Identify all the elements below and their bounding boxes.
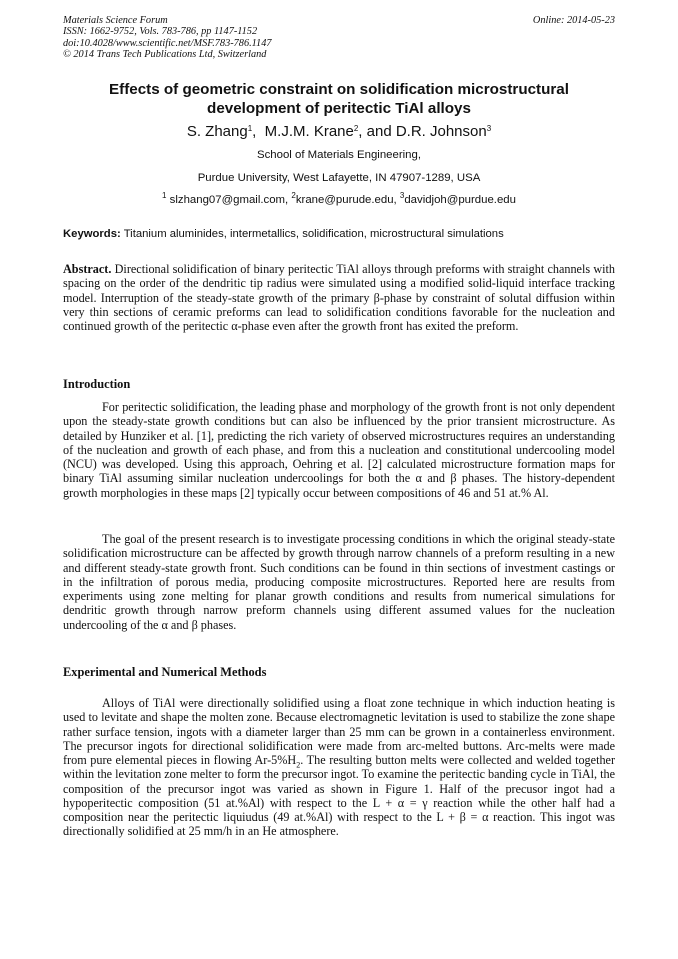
keywords-label: Keywords:	[63, 228, 121, 240]
methods-text-b: . The resulting button melts were collected and welded together within the levitation zone melter to form the precursor ingot. To examine the peritectic banding cycle in TiAl, the composition of the precursor ingot was varied as shown in Figure 1. Half of the precusor ingot had a hypoperitectic composition (51 at.%Al) with respect to the L + α = γ reaction while the other half had a composition near the peritectic liquiudus (49 at.%Al) with respect to the L + β = α reaction. This ingot was directionally solidified at 25 mm/h in an He atmosphere.	[63, 753, 616, 839]
author-list	[63, 122, 615, 142]
issn-line: ISSN: 1662-9752, Vols. 783-786, pp 1147-1152	[63, 26, 258, 38]
hydrogen-subscript: 2	[296, 760, 301, 770]
methods-heading: Experimental and Numerical Methods	[63, 665, 267, 679]
keywords	[63, 227, 615, 241]
author-2-mark: 2	[353, 124, 359, 133]
author-3: D.R. Johnson	[395, 123, 487, 140]
author-2: M.J.M. Krane	[264, 123, 354, 140]
keywords-text: Titanium aluminides, intermetallics, solidification, microstructural simulations	[120, 228, 504, 240]
author-separator-1: ,	[252, 123, 265, 140]
paper-title	[63, 80, 615, 118]
email-3: davidjoh@purdue.edu	[404, 194, 516, 206]
introduction-paragraph-2: The goal of the present research is to investigate processing conditions in which the original steady-state solidification microstructure can be affected by growth through narrow channels of a preform resulting in a new and different steady-state growth front. Such conditions can be found in thin sections of investment castings or in the infiltration of porous media, producing composite microstructures. Reported here are results from experiments using zone melting for planar growth conditions and results from numerical simulations for dendritic growth through narrow preform channels using different assumed values for the nucleation undercooling of the α and β phases.	[63, 532, 615, 632]
methods-paragraph-1	[63, 696, 615, 839]
email-2: krane@purude.edu,	[295, 194, 400, 206]
online-date: Online: 2014-05-23	[532, 15, 615, 26]
introduction-heading: Introduction	[63, 377, 131, 391]
abstract-label: Abstract.	[63, 262, 112, 276]
author-1-mark: 1	[247, 124, 253, 133]
copyright-line: © 2014 Trans Tech Publications Ltd, Switzerland	[63, 48, 267, 60]
author-3-mark: 3	[486, 124, 492, 133]
journal-header	[63, 15, 615, 60]
abstract	[63, 262, 615, 333]
affiliation-line-1: School of Materials Engineering,	[257, 149, 421, 161]
email-1: slzhang07@gmail.com,	[166, 194, 292, 206]
methods-text-a: Alloys of TiAl were directionally solidified using a float zone technique in which induction heating is used to levitate and shape the molten zone. Because electromagnetic levitation is used to stabilize the zone shape rather surface tension, ingots with a diameter larger than 25 mm can be grown in a containerless environment. The precursor ingots for directional solidification were made from arc-melted buttons. Arc-melts were made from pure elemental pieces in flowing Ar-5%H	[63, 696, 615, 767]
title-line-1: Effects of geometric constraint on solidification microstructural	[109, 81, 569, 98]
author-separator-2: , and	[358, 123, 396, 140]
journal-name: Materials Science Forum	[63, 15, 168, 26]
abstract-text: Directional solidification of binary peritectic TiAl alloys through preforms with straight channels with spacing on the order of the dendritic tip radius were simulated using a modified solid-liquid interface tracking model. Interruption of the steady-state growth of the primary β-phase by constraint of solutal diffusion within very thin sections of ceramic preforms can lead to solidification conditions favorable for the nucleation and continued growth of the peritectic α-phase even after the growth front has exited the preform.	[63, 262, 615, 333]
affiliation-line-2: Purdue University, West Lafayette, IN 47907-1289, USA	[197, 172, 481, 184]
author-emails	[63, 193, 615, 207]
doi-line: doi:10.4028/www.scientific.net/MSF.783-786.1147	[63, 37, 272, 49]
email-3-mark: 3	[399, 191, 405, 200]
title-line-2: development of peritectic TiAl alloys	[207, 100, 471, 117]
email-2-mark: 2	[291, 191, 296, 200]
introduction-paragraph-1: For peritectic solidification, the leading phase and morphology of the growth front is not only dependent upon the steady-state growth conditions but can also be influenced by the prior transient microstructure. As detailed by Hunziker et al. [1], predicting the rich variety of observed microstructures requires an understanding of the nucleation and growth of each phase, and from this a nucleation and constitutional undercooling model (NCU) was developed. Using this approach, Oehring et al. [2] calculated microstructure formation maps for binary TiAl assuming similar nucleation undercoolings for both the α and β phases. The history-dependent growth morphologies in these maps [2] typically occur between compositions of 46 and 51 at.% Al.	[63, 400, 615, 500]
author-1: S. Zhang	[186, 123, 248, 140]
email-1-mark: 1	[162, 191, 167, 200]
